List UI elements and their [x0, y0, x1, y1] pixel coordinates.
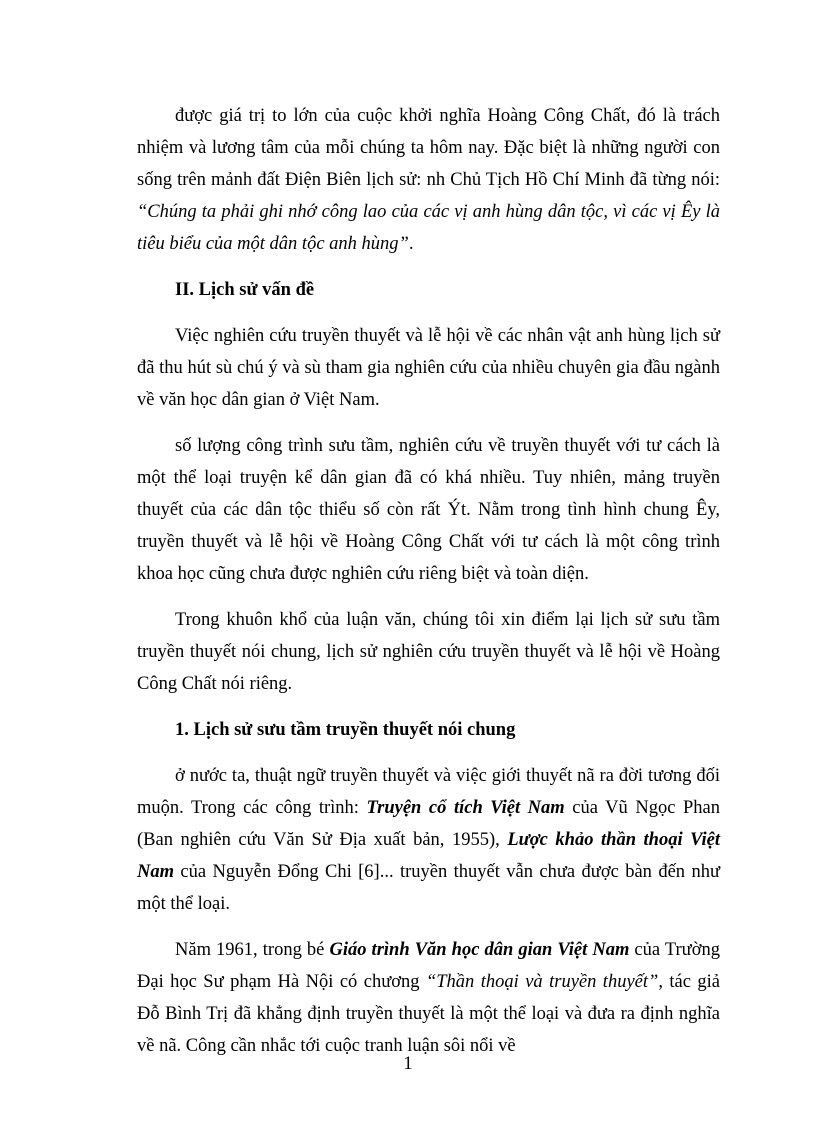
page-body	[137, 100, 720, 1076]
paragraph-5-text-a: ở nước ta, thuật ngữ truyền thuyết và việc giới thuyết nã ra đời tương đối muộn. Trong các công trình:	[137, 766, 720, 818]
subsection-heading-1: 1. Lịch sử sưu tầm truyền thuyết nói chung	[175, 720, 516, 740]
paragraph-5	[137, 760, 720, 920]
paragraph-5-text-e: của Nguyễn Đổng Chi [6]... truyền thuyết vẫn chưa được bàn đến như một thể loại.	[137, 862, 720, 914]
paragraph-6-text-c: của Trường Đại học Sư phạm Hà Nội có chương	[137, 940, 720, 992]
paragraph-4: Trong khuôn khổ của luận văn, chúng tôi xin điểm lại lịch sử sưu tầm truyền thuyết nói chung, lịch sử nghiên cứu truyền thuyết và lễ hội về Hoàng Công Chất nói riêng.	[137, 610, 720, 694]
book-title-giao-trinh: Giáo trình Văn học dân gian Việt Nam	[329, 940, 630, 960]
paragraph-1-text: được giá trị to lớn của cuộc khởi nghĩa Hoàng Công Chất, đó là trách nhiệm và lương tâm của mỗi chúng ta hôm nay. Đặc biệt là những người con sống trên mảnh đất Điện Biên lịch sử: nh Chủ Tịch Hồ Chí Minh đã từng nói:	[137, 106, 720, 190]
paragraph-6-text-a: Năm 1961, trong bé	[175, 940, 330, 960]
page-number: 1	[403, 1054, 413, 1074]
chapter-title-than-thoai: “Thần thoại và truyền thuyết”	[425, 972, 659, 992]
book-title-luoc-khao: Lược khảo thần thoại Việt Nam	[137, 830, 720, 882]
paragraph-3: số lượng công trình sưu tầm, nghiên cứu về truyền thuyết với tư cách là một thể loại truyện kể dân gian đã có khá nhiều. Tuy nhiên, mảng truyền thuyết của các dân tộc thiểu số còn rất Ýt. Nằm trong tình hình chung Êy, truyền thuyết và lễ hội về Hoàng Công Chất với tư cách là một công trình khoa học cũng chưa được nghiên cứu riêng biệt và toàn diện.	[137, 436, 720, 584]
paragraph-2: Việc nghiên cứu truyền thuyết và lễ hội về các nhân vật anh hùng lịch sử đã thu hút sù chú ý và sù tham gia nghiên cứu của nhiều chuyên gia đầu ngành về văn học dân gian ở Việt Nam.	[137, 326, 720, 410]
ho-chi-minh-quote: “Chúng ta phải ghi nhớ công lao của các vị anh hùng dân tộc, vì các vị Êy là tiêu biểu của một dân tộc anh hùng”	[137, 202, 720, 254]
paragraph-6	[137, 934, 720, 1062]
section-heading-ii: II. Lịch sử vấn đề	[175, 280, 315, 300]
paragraph-5-text-c: của Vũ Ngọc Phan (Ban nghiên cứu Văn Sử Địa xuất bản, 1955),	[137, 798, 720, 850]
paragraph-1-end: .	[408, 234, 414, 254]
paragraph-6-text-e: , tác giả Đỗ Bình Trị đã khẳng định truyền thuyết là một thể loại và đưa ra định nghĩa về nã. Công cần nhắc tới cuộc tranh luận sôi nổi về	[137, 972, 720, 1056]
book-title-truyen-co-tich: Truyện cổ tích Việt Nam	[366, 798, 565, 818]
paragraph-1	[137, 100, 720, 260]
